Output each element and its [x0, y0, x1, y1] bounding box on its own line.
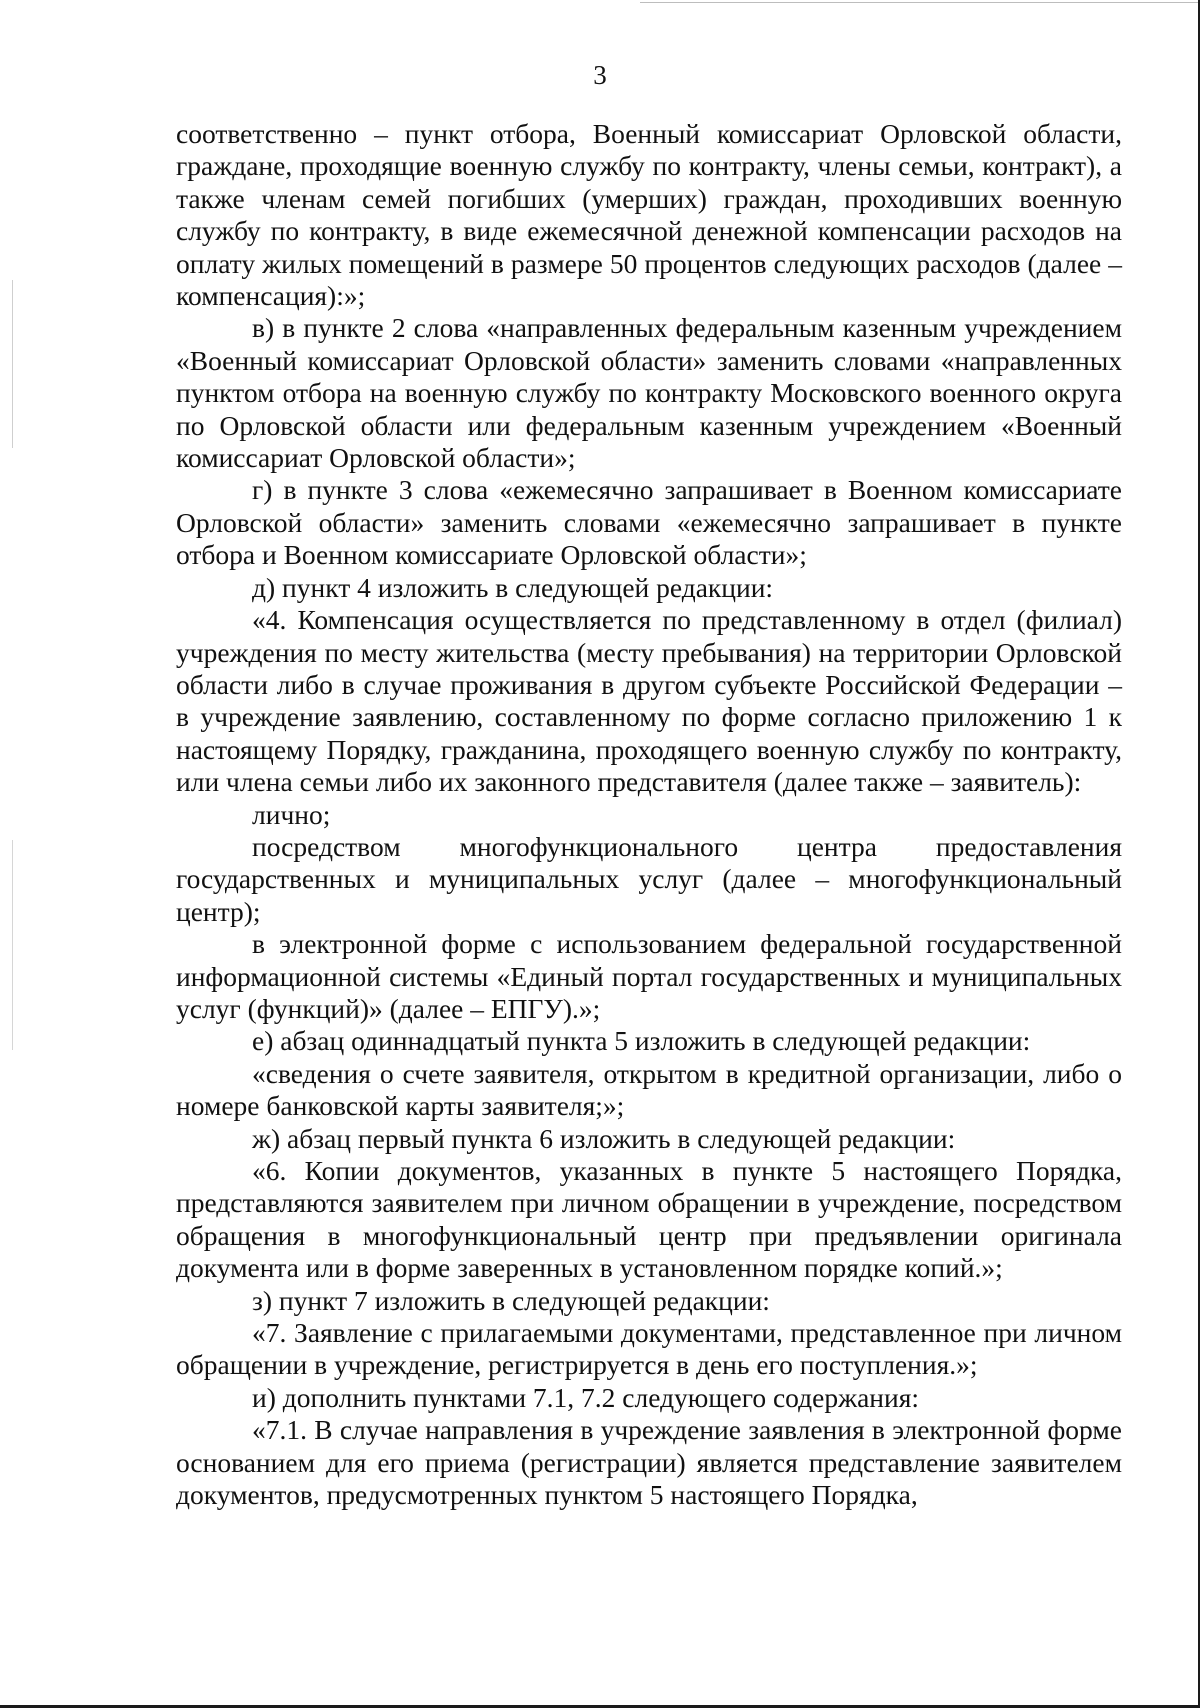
page-number: 3 — [593, 60, 607, 90]
paragraph-continuation: соответственно – пункт отбора, Военный комиссариат Орловской области, граждане, проходящие военную службу по контракту, члены семьи, контракт), а также членам семей погибших (умерших) граждан, проходивших военную службу по контракту, в виде ежемесячной денежной компенсации расходов на оплату жилых помещений в размере 50 процентов следующих расходов (далее – компенсация):»; — [176, 118, 1122, 312]
scan-edge-left — [12, 280, 13, 1680]
paragraph-epgu: в электронной форме с использованием федеральной государственной информационной системы «Единый портал государственных и муниципальных услуг (функций)» (далее – ЕПГУ).»; — [176, 928, 1122, 1024]
paragraph-item-z: з) пункт 7 изложить в следующей редакции: — [252, 1284, 770, 1316]
paragraph-item-v: в) в пункте 2 слова «направленных федеральным казенным учреждением «Военный комиссариат Орловской области» заменить словами «направленных пунктом отбора на военную службу по контракту Московского военного округа по Орловской области или федеральным казенным учреждением «Военный комиссариат Орловской области»; — [176, 312, 1122, 474]
paragraph-point-4: «4. Компенсация осуществляется по представленному в отдел (филиал) учреждения по месту жительства (месту пребывания) на территории Орловской области либо в случае проживания в другом субъекте Российской Федерации – в учреждение заявлению, составленному по форме согласно приложению 1 к настоящему Порядку, гражданина, проходящего военную службу по контракту, или члена семьи либо их законного представителя (далее также – заявитель): — [176, 604, 1122, 798]
paragraph-point-7-1: «7.1. В случае направления в учреждение заявления в электронной форме основанием для его приема (регистрации) является представление заявителем документов, предусмотренных пунктом 5 настоящего Порядка, — [176, 1414, 1122, 1511]
document-body — [176, 118, 1122, 1511]
paragraph-item-i: и) дополнить пунктами 7.1, 7.2 следующего содержания: — [252, 1381, 919, 1413]
paragraph-item-g: г) в пункте 3 слова «ежемесячно запрашивает в Военном комиссариате Орловской области» заменить словами «ежемесячно запрашивает в пункте отбора и Военном комиссариате Орловской области»; — [176, 474, 1122, 571]
paragraph-mfc: посредством многофункционального центра предоставления государственных и муниципальных услуг (далее – многофункциональный центр); — [176, 830, 1122, 927]
paragraph-item-d: д) пункт 4 изложить в следующей редакции: — [252, 571, 774, 603]
paragraph-point-6: «6. Копии документов, указанных в пункте 5 настоящего Порядка, представляются заявителем при личном обращении в учреждение, посредством обращения в многофункциональный центр при предъявлении оригинала документа или в форме заверенных в установленном порядке копий.»; — [176, 1155, 1122, 1284]
paragraph-lichno: лично; — [252, 798, 331, 830]
paragraph-item-e: е) абзац одиннадцатый пункта 5 изложить в следующей редакции: — [252, 1025, 1031, 1057]
paragraph-item-zh: ж) абзац первый пункта 6 изложить в следующей редакции: — [252, 1122, 956, 1154]
paragraph-point-7: «7. Заявление с прилагаемыми документами, представленное при личном обращении в учреждение, регистрируется в день его поступления.»; — [176, 1317, 1122, 1381]
paragraph-bank-account: «сведения о счете заявителя, открытом в кредитной организации, либо о номере банковской карты заявителя;»; — [176, 1057, 1122, 1122]
scan-edge-top — [640, 2, 1200, 3]
